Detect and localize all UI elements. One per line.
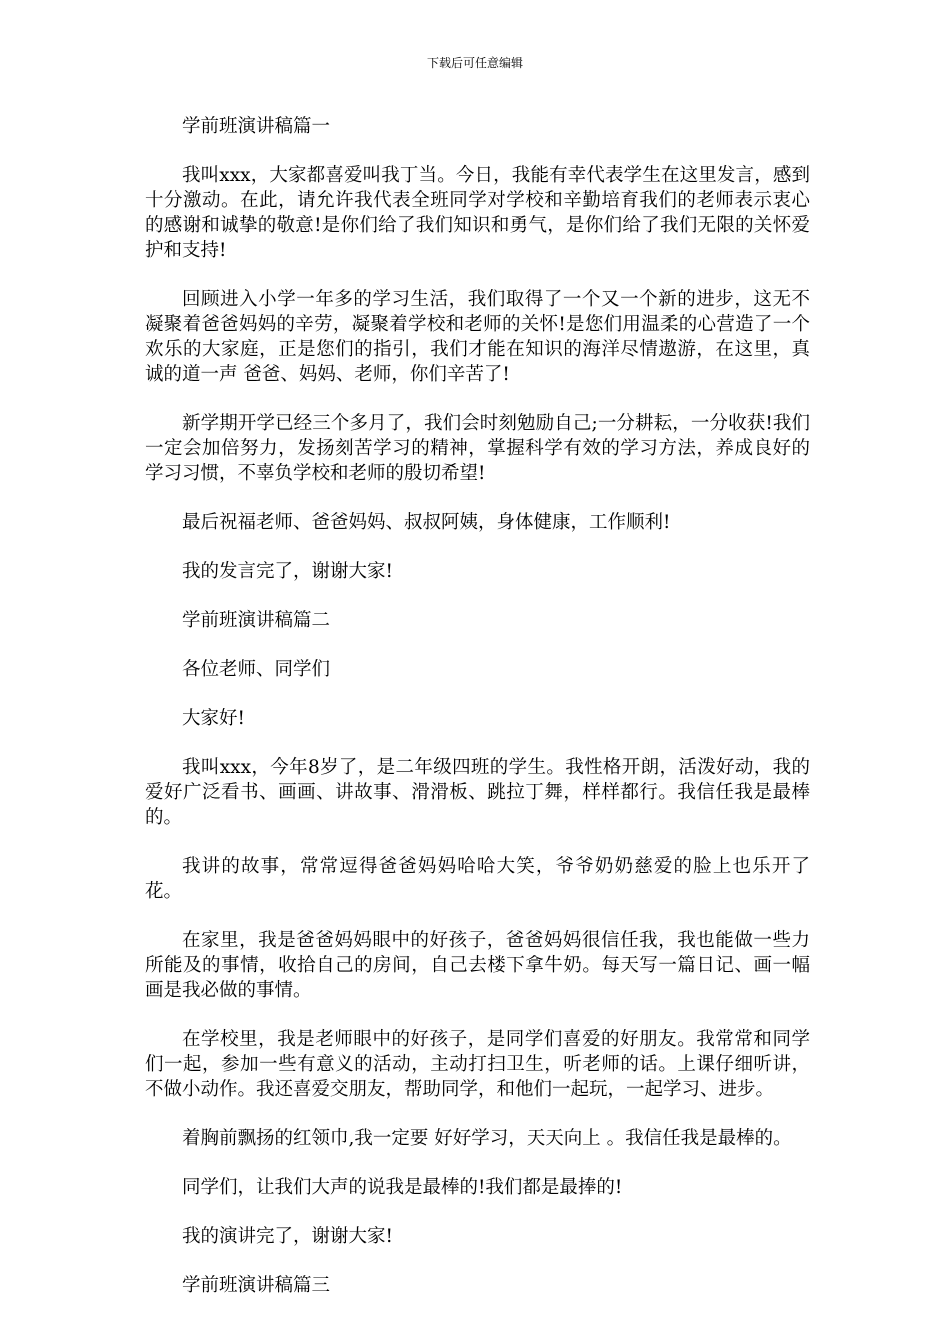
paragraph: 回顾进入小学一年多的学习生活，我们取得了一个又一个新的进步，这无不凝聚着爸爸妈妈的辛劳，凝聚着学校和老师的关怀!是您们用温柔的心营造了一个欢乐的大家庭，正是您们的指引，我们才能在知识的海洋尽情遨游，在这里，真诚的道一声 爸爸、妈妈、老师，你们辛苦了! — [145, 289, 810, 385]
paragraph: 新学期开学已经三个多月了，我们会时刻勉励自己;一分耕耘，一分收获!我们一定会加倍努力，发扬刻苦学习的精神，掌握科学有效的学习方法，养成良好的学习习惯，不辜负学校和老师的殷切希望! — [145, 413, 810, 484]
paragraph: 我讲的故事，常常逗得爸爸妈妈哈哈大笑，爷爷奶奶慈爱的脸上也乐开了花。 — [145, 856, 810, 902]
paragraph: 同学们，让我们大声的说我是最棒的!我们都是最捧的! — [182, 1177, 623, 1198]
paragraph: 我的发言完了，谢谢大家! — [182, 561, 393, 582]
salutation: 各位老师、同学们 — [182, 659, 331, 680]
paragraph: 我的演讲完了，谢谢大家! — [182, 1226, 393, 1247]
paragraph: 在家里，我是爸爸妈妈眼中的好孩子，爸爸妈妈很信任我，我也能做一些力所能及的事情，收拾自己的房间，自己去楼下拿牛奶。每天写一篇日记、画一幅画是我必做的事情。 — [145, 930, 810, 1001]
paragraph: 在学校里，我是老师眼中的好孩子，是同学们喜爱的好朋友。我常常和同学们一起，参加一些有意义的活动，主动打扫卫生，听老师的话。上课仔细听讲，不做小动作。我还喜爱交朋友，帮助同学，和他们一起玩，一起学习、进步。 — [145, 1029, 810, 1100]
document-body — [145, 114, 810, 1322]
heading-part-three: 学前班演讲稿篇三 — [182, 1275, 331, 1296]
heading-part-two: 学前班演讲稿篇二 — [182, 610, 331, 631]
paragraph: 我叫xxx，今年8岁了，是二年级四班的学生。我性格开朗，活泼好动，我的爱好广泛看书、画画、讲故事、滑滑板、跳拉丁舞，样样都行。我信任我是最棒的。 — [145, 757, 810, 828]
paragraph: 最后祝福老师、爸爸妈妈、叔叔阿姨，身体健康，工作顺利! — [182, 512, 671, 533]
page-header: 下载后可任意编辑 — [426, 56, 523, 70]
paragraph: 着胸前飘扬的红领巾,我一定要 好好学习，天天向上 。我信任我是最棒的。 — [182, 1128, 792, 1149]
greeting: 大家好! — [182, 708, 245, 729]
paragraph: 我叫xxx，大家都喜爱叫我丁当。今日，我能有幸代表学生在这里发言，感到十分激动。在此，请允许我代表全班同学对学校和辛勤培育我们的老师表示衷心的感谢和诚挚的敬意!是你们给了我们知识和勇气，是你们给了我们无限的关怀爱护和支持! — [145, 165, 811, 261]
heading-part-one: 学前班演讲稿篇一 — [182, 116, 331, 137]
